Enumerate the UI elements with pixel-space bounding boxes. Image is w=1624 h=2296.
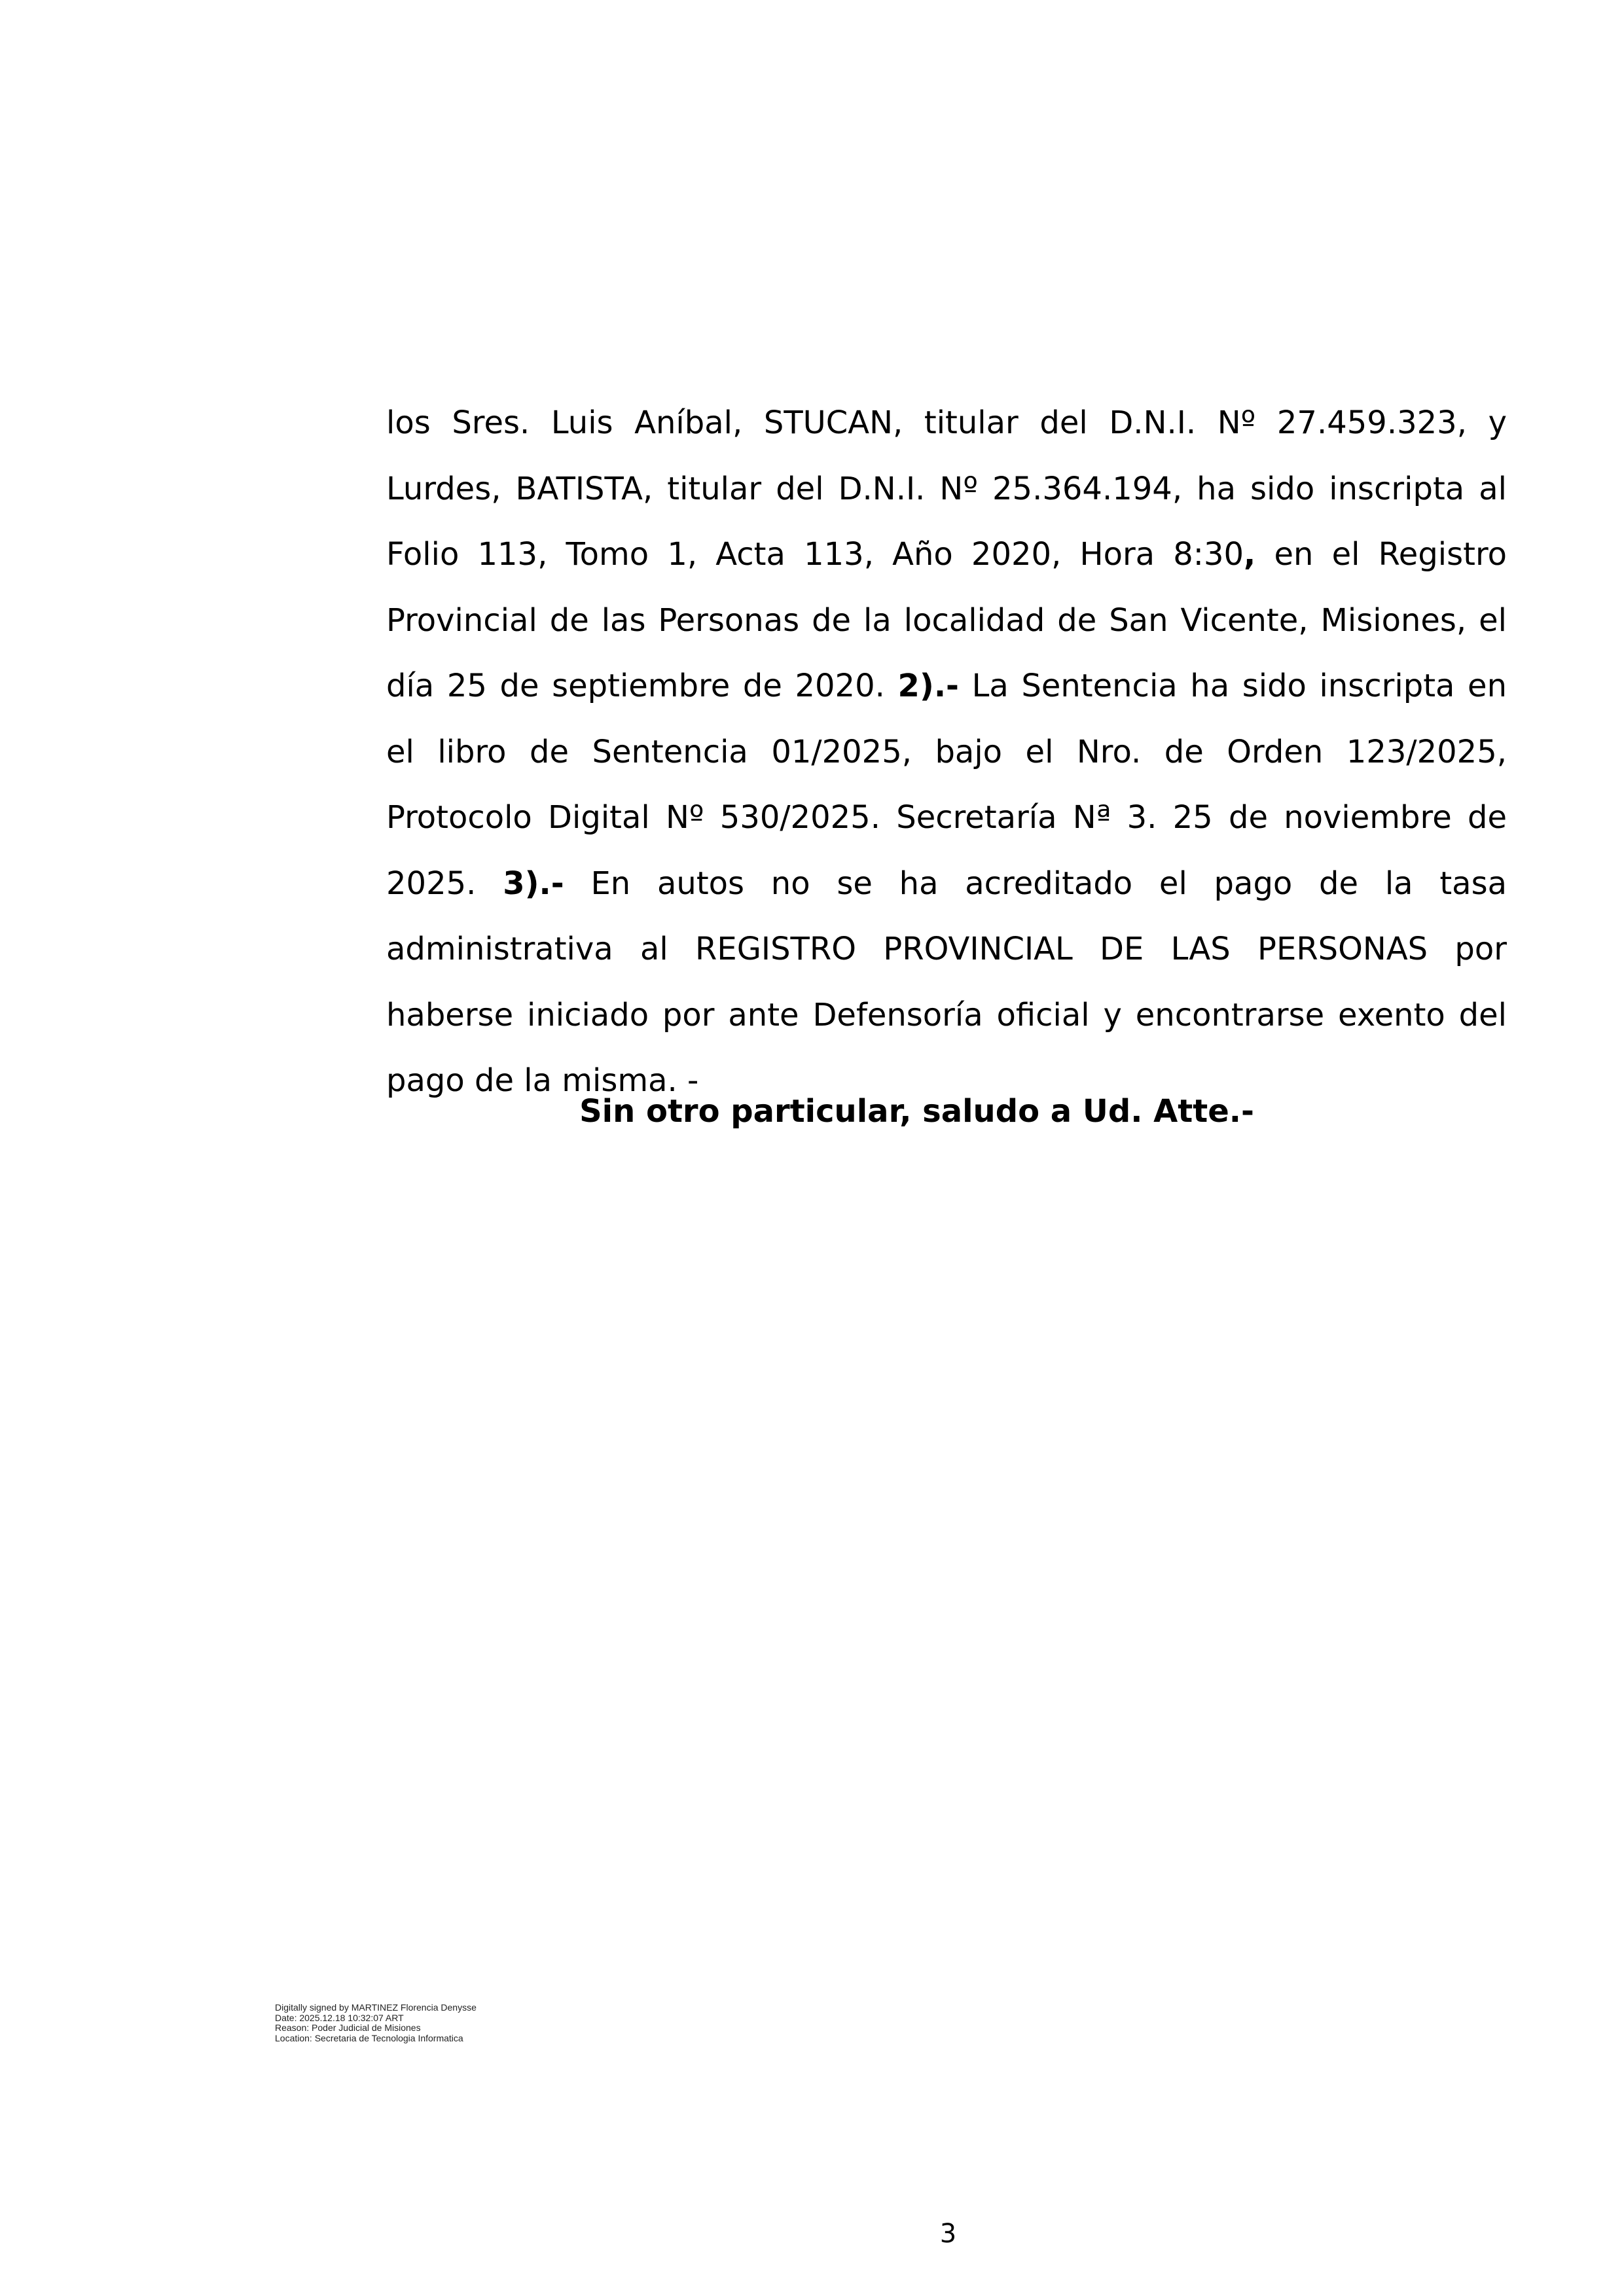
- signature-location: Location: Secretaria de Tecnologia Informatica: [275, 2032, 463, 2043]
- signature-reason: Reason: Poder Judicial de Misiones: [275, 2022, 421, 2033]
- closing-line: [0, 1079, 1624, 1144]
- page-number: [0, 2217, 1624, 2250]
- body-text-part-2: en el Registro Provincial de las Personas de la localidad de San Vicente, Misiones, el día 25 de septiembre de 2020.: [386, 536, 1507, 704]
- body-text-part-4: En autos no se ha acreditado el pago de la tasa administrativa al REGISTRO PROVINCIAL DE LAS PERSONAS por haberse iniciado por ante Defensoría oficial y encontrarse exento del pago de la misma. -: [386, 865, 1507, 1099]
- bold-comma: ,: [1244, 536, 1256, 573]
- signature-signed-by: Digitally signed by MARTINEZ Florencia Denysse: [275, 2002, 477, 2013]
- body-text-part-3: La Sentencia ha sido inscripta en el libro de Sentencia 01/2025, bajo el Nro. de Orden 123/2025, Protocolo Digital Nº 530/2025. Secretaría Nª 3. 25 de noviembre de 2025.: [386, 668, 1507, 902]
- signature-date: Date: 2025.12.18 10:32:07 ART: [275, 2012, 404, 2023]
- body-paragraph: [386, 390, 1507, 1114]
- digital-signature-block: [275, 2003, 484, 2043]
- closing-text: Sin otro particular, saludo a Ud. Atte.-: [579, 1093, 1254, 1130]
- page-number-text: 3: [939, 2219, 957, 2249]
- body-text-part-1: los Sres. Luis Aníbal, STUCAN, titular del D.N.I. Nº 27.459.323, y Lurdes, BATISTA, titular del D.N.I. Nº 25.364.194, ha sido inscripta al Folio 113, Tomo 1, Acta 113, Año 2020, Hora 8:30: [386, 404, 1507, 573]
- item-3-marker: 3).-: [503, 865, 564, 902]
- item-2-marker: 2).-: [897, 668, 959, 704]
